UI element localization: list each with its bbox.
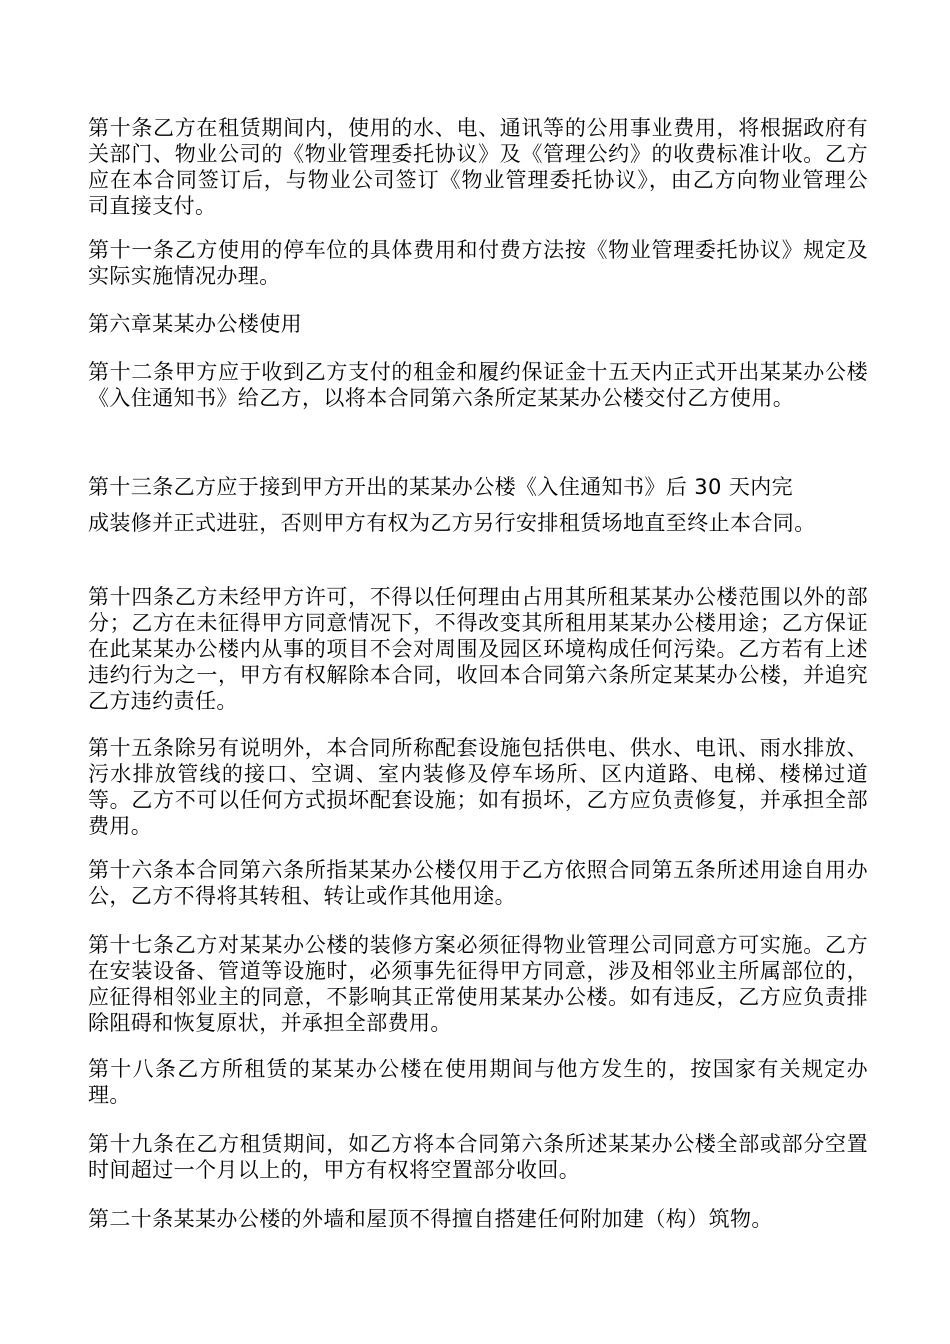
- clause-12-paragraph: 第十二条甲方应于收到乙方支付的租金和履约保证金十五天内正式开出某某办公楼《入住通知书》给乙方，以将本合同第六条所定某某办公楼交付乙方使用。: [88, 360, 868, 410]
- chapter-6-heading: 第六章某某办公楼使用: [88, 312, 302, 336]
- clause-14-paragraph: 第十四条乙方未经甲方许可，不得以任何理由占用其所租某某办公楼范围以外的部分；乙方在未征得甲方同意情况下，不得改变其所租用某某办公楼用途；乙方保证在此某某办公楼内从事的项目不会对周围及园区环境构成任何污染。乙方若有上述违约行为之一，甲方有权解除本合同，收回本合同第六条所定某某办公楼，并追究乙方违约责任。: [88, 585, 868, 713]
- clause-20-paragraph: 第二十条某某办公楼的外墙和屋顶不得擅自搭建任何附加建（构）筑物。: [88, 1207, 773, 1231]
- clause-16-paragraph: 第十六条本合同第六条所指某某办公楼仅用于乙方依照合同第五条所述用途自用办公，乙方不得将其转租、转让或作其他用途。: [88, 858, 868, 908]
- clause-18-paragraph: 第十八条乙方所租赁的某某办公楼在使用期间与他方发生的，按国家有关规定办理。: [88, 1057, 868, 1107]
- clause-17-paragraph: 第十七条乙方对某某办公楼的装修方案必须征得物业管理公司同意方可实施。乙方在安装设备、管道等设施时，必须事先征得甲方同意，涉及相邻业主所属部位的，应征得相邻业主的同意，不影响其正常使用某某办公楼。如有违反，乙方应负责排除阻碍和恢复原状，并承担全部费用。: [88, 933, 868, 1035]
- clause-11-paragraph: 第十一条乙方使用的停车位的具体费用和付费方法按《物业管理委托协议》规定及实际实施情况办理。: [88, 238, 868, 288]
- clause-13-paragraph-line-2: 成装修并正式进驻，否则甲方有权为乙方另行安排租赁场地直至终止本合同。: [88, 511, 816, 535]
- clause-15-paragraph: 第十五条除另有说明外，本合同所称配套设施包括供电、供水、电讯、雨水排放、污水排放管线的接口、空调、室内装修及停车场所、区内道路、电梯、楼梯过道等。乙方不可以任何方式损坏配套设施；如有损坏，乙方应负责修复，并承担全部费用。: [88, 736, 868, 838]
- clause-10-paragraph: 第十条乙方在租赁期间内，使用的水、电、通讯等的公用事业费用，将根据政府有关部门、物业公司的《物业管理委托协议》及《管理公约》的收费标准计收。乙方应在本合同签订后，与物业公司签订《物业管理委托协议》，由乙方向物业管理公司直接支付。: [88, 116, 868, 218]
- clause-13-paragraph-line-1: 第十三条乙方应于接到甲方开出的某某办公楼《入住通知书》后 30 天内完: [88, 475, 794, 499]
- clause-19-paragraph: 第十九条在乙方租赁期间，如乙方将本合同第六条所述某某办公楼全部或部分空置时间超过一个月以上的，甲方有权将空置部分收回。: [88, 1132, 868, 1182]
